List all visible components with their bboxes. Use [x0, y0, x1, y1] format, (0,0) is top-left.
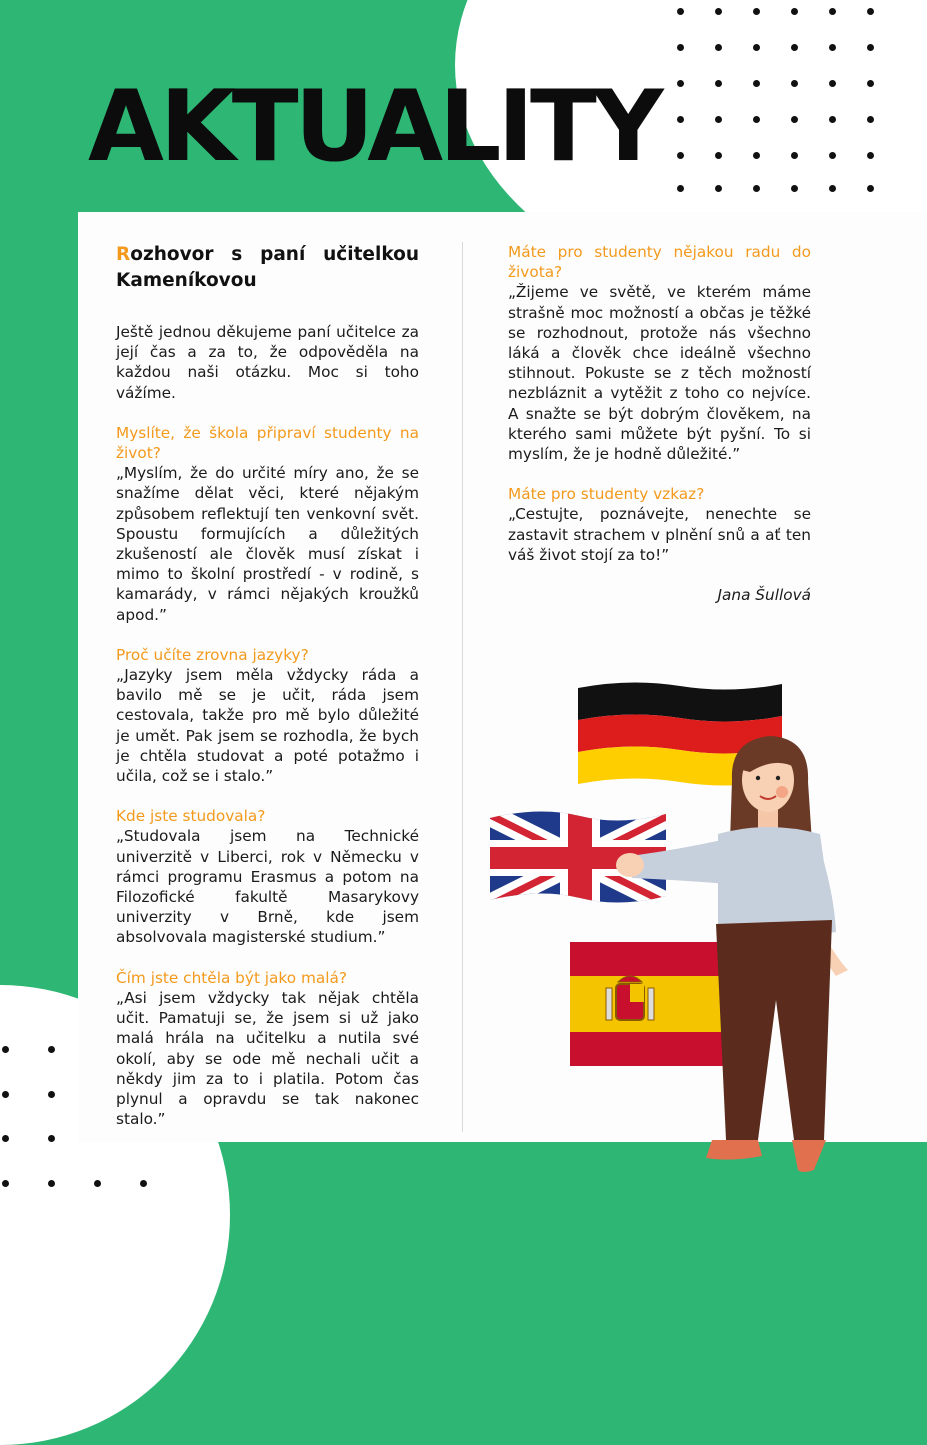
interview-answer: „Studovala jsem na Technické univerzitě v Liberci, rok v Německu v rámci programu Erasmus a potom na Filozofické fakultě Masarykovy univerzity v Brně, kde jsem absolvovala magisterské studium.”: [116, 827, 419, 947]
interview-answer: „Myslím, že do určité míry ano, že se snažíme dělat věci, které nějakým způsobem reflektují ten venkovní svět. Spoustu formujících a důležitých zkušeností ale člověk musí získat i mimo to školní prostředí - v rodině, s kamarády, v rámci nějakých kroužků apod.”: [116, 464, 419, 624]
interview-answer: „Žijeme ve světě, ve kterém máme strašně moc možností a občas je těžké se rozhodnout, protože nás všechno láká a člověk chce ideálně všechno stihnout. Pokuste se z těch možností nezbláznit a vytěžit z toho co nejvíce. A snažte se být dobrým člověkem, na kterého sami můžete být pyšní. To si myslím, že je hodně důležité.”: [508, 283, 811, 464]
teacher-with-flags-illustration: [480, 670, 880, 1200]
interview-question: Proč učíte zrovna jazyky?: [116, 645, 309, 664]
interview-question: Máte pro studenty vzkaz?: [508, 485, 705, 504]
article-author: Jana Šullová: [717, 586, 811, 605]
article-title: [116, 242, 419, 294]
interview-question: Myslíte, že škola připraví studenty na život?: [116, 423, 419, 463]
interview-answer: „Jazyky jsem měla vždycky ráda a bavilo mě se je učit, ráda jsem cestovala, takže pro mě bylo důležité je umět. Pak jsem se rozhodla, že bych je chtěla studovat a poté potažmo i učila, což se i stalo.”: [116, 666, 419, 786]
title-text: ozhovor s paní učitelkou Kameníkovou: [116, 244, 419, 291]
title-initial: R: [116, 244, 131, 265]
interview-question: Čím jste chtěla být jako malá?: [116, 968, 347, 987]
dot-grid-top-right: [677, 8, 917, 198]
column-divider: [462, 242, 463, 1132]
article-intro: Ještě jednou děkujeme paní učitelce za její čas a za to, že odpověděla na každou naši otázku. Moc si toho vážíme.: [116, 323, 419, 402]
interview-answer: „Asi jsem vždycky tak nějak chtěla učit. Pamatuji se, že jsem si už jako malá hrála na učitelku a nutila své okolí, aby se ode mě nechali učit a někdy jim za to i platila. Potom čas plynul a opravdu se tak nakonec stalo.”: [116, 988, 419, 1129]
spain-flag: [570, 942, 740, 1066]
page-title: AKTUALITY: [88, 70, 660, 184]
interview-question: Kde jste studovala?: [116, 807, 266, 826]
interview-answer: „Cestujte, poznávejte, nenechte se zastavit strachem v plnění snů a ať ten váš život stojí za to!”: [508, 505, 811, 564]
interview-question: Máte pro studenty nějakou radu do života?: [508, 243, 811, 282]
article-column-left: [116, 242, 419, 1129]
article-column-right: [508, 242, 811, 605]
